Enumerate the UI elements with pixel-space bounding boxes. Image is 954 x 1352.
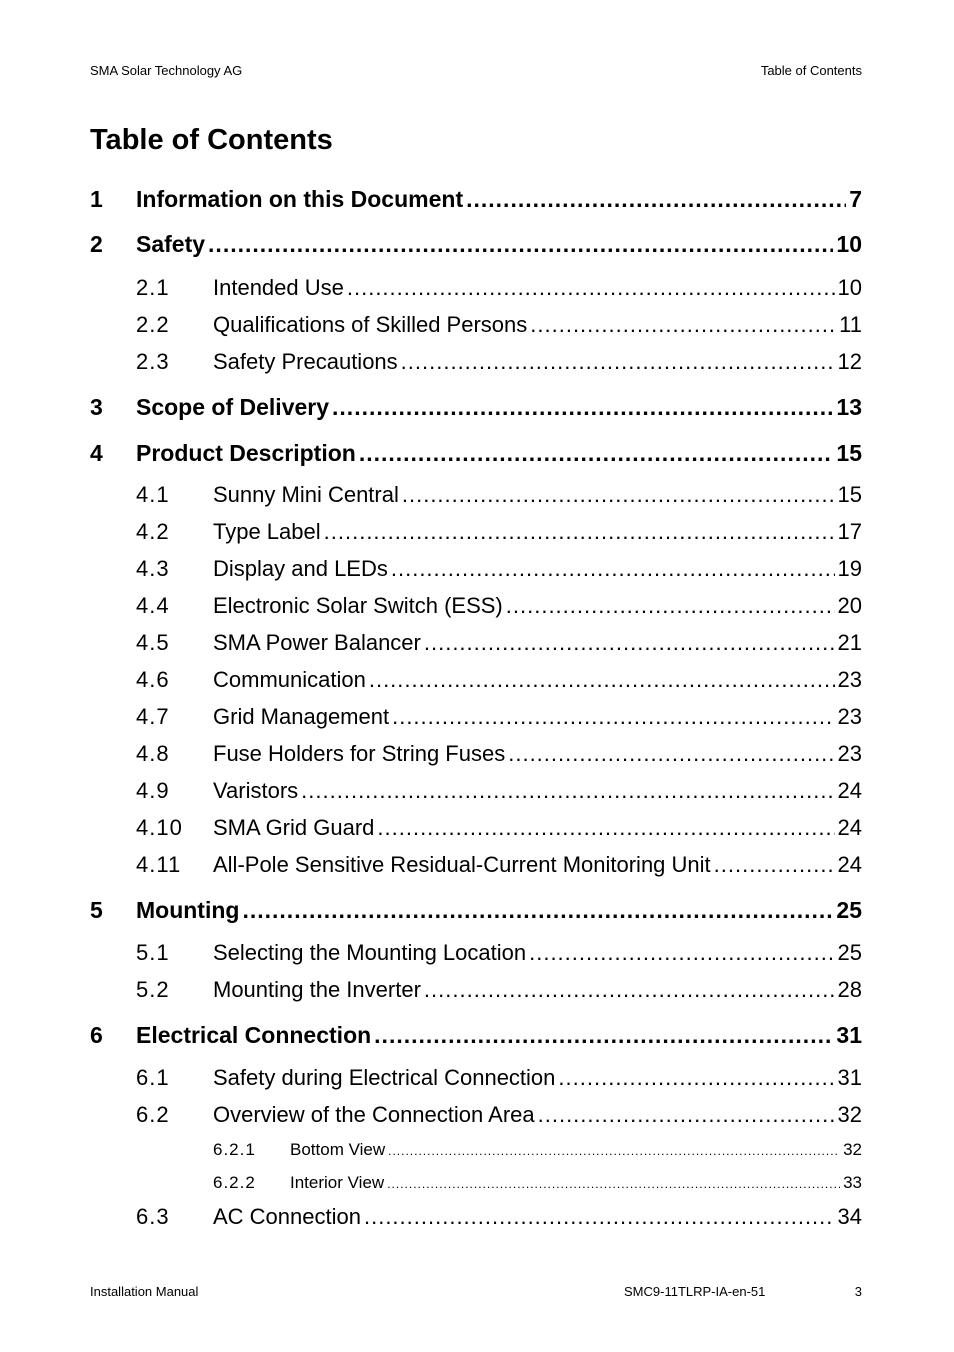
toc-entry-number: 4.5 bbox=[136, 630, 170, 655]
toc-entry-label: Varistors bbox=[213, 778, 299, 803]
toc-entry-page: 15 bbox=[836, 440, 862, 466]
toc-entry-label: Type Label bbox=[213, 519, 321, 544]
toc-entry-page: 24 bbox=[837, 778, 862, 803]
toc-entry[interactable] bbox=[136, 593, 862, 619]
toc-entry-number: 6.2.1 bbox=[213, 1140, 256, 1159]
toc-entry-page: 28 bbox=[837, 977, 862, 1002]
toc-entry-number: 1 bbox=[90, 186, 103, 212]
header-section: Table of Contents bbox=[760, 63, 862, 78]
toc-leader-dots bbox=[466, 186, 846, 213]
toc-leader-dots bbox=[558, 1065, 834, 1091]
toc-entry-page: 15 bbox=[837, 482, 862, 507]
toc-entry-page: 12 bbox=[837, 349, 862, 374]
toc-leader-dots bbox=[401, 349, 835, 375]
toc-entry-number: 6.3 bbox=[136, 1204, 170, 1229]
toc-entry-label: Grid Management bbox=[213, 704, 390, 729]
toc-leader-dots bbox=[506, 593, 835, 619]
toc-entry-page: 10 bbox=[836, 231, 862, 257]
toc-entry-page: 23 bbox=[837, 667, 862, 692]
toc-entry-page: 25 bbox=[837, 940, 862, 965]
toc-entry-label: AC Connection bbox=[213, 1204, 361, 1229]
toc-entry-label: Safety during Electrical Connection bbox=[213, 1065, 556, 1090]
toc-leader-dots bbox=[347, 275, 835, 301]
toc-entry[interactable] bbox=[136, 275, 862, 301]
toc-leader-dots bbox=[359, 440, 834, 467]
toc-entry[interactable] bbox=[90, 394, 862, 421]
toc-leader-dots bbox=[387, 1177, 840, 1191]
toc-leader-dots bbox=[301, 778, 834, 804]
toc-entry-label: Information on this Document bbox=[136, 186, 464, 212]
toc-entry-label: Intended Use bbox=[213, 275, 344, 300]
toc-entry[interactable] bbox=[136, 556, 862, 582]
toc-entry-number: 3 bbox=[90, 394, 103, 420]
toc-leader-dots bbox=[392, 704, 834, 730]
toc-entry-label: Mounting the Inverter bbox=[213, 977, 421, 1002]
header-company: SMA Solar Technology AG bbox=[90, 63, 243, 78]
toc-leader-dots bbox=[388, 1144, 840, 1158]
toc-entry-page: 24 bbox=[837, 815, 862, 840]
toc-entry[interactable] bbox=[136, 704, 862, 730]
toc-entry-label: Sunny Mini Central bbox=[213, 482, 399, 507]
toc-entry[interactable] bbox=[136, 741, 862, 767]
toc-leader-dots bbox=[530, 312, 836, 338]
toc-entry[interactable] bbox=[136, 482, 862, 508]
toc-entry-page: 32 bbox=[837, 1102, 862, 1127]
toc-entry-number: 2.2 bbox=[136, 312, 170, 337]
toc-entry-number: 4.6 bbox=[136, 667, 170, 692]
toc-entry[interactable] bbox=[136, 519, 862, 545]
toc-entry-label: Electrical Connection bbox=[136, 1022, 372, 1048]
toc-entry-number: 4 bbox=[90, 440, 103, 466]
toc-entry-number: 6.2 bbox=[136, 1102, 170, 1127]
toc-entry-number: 5.2 bbox=[136, 977, 170, 1002]
toc-entry-number: 4.7 bbox=[136, 704, 170, 729]
toc-entry[interactable] bbox=[136, 1102, 862, 1128]
toc-entry-page: 31 bbox=[836, 1022, 862, 1048]
toc-entry-label: Scope of Delivery bbox=[136, 394, 330, 420]
toc-leader-dots bbox=[714, 852, 835, 878]
toc-leader-dots bbox=[369, 667, 835, 693]
footer-document-title: Installation Manual bbox=[90, 1284, 199, 1299]
toc-leader-dots bbox=[529, 940, 834, 966]
toc-entry-label: Interior View bbox=[290, 1173, 385, 1192]
toc-entry-number: 2 bbox=[90, 231, 103, 257]
toc-entry[interactable] bbox=[136, 349, 862, 375]
toc-entry[interactable] bbox=[136, 977, 862, 1003]
toc-entry[interactable] bbox=[90, 231, 862, 258]
toc-entry-page: 19 bbox=[837, 556, 862, 581]
toc-entry-label: Display and LEDs bbox=[213, 556, 388, 581]
footer-page-number: 3 bbox=[854, 1284, 862, 1299]
page-title: Table of Contents bbox=[90, 124, 333, 156]
toc-entry[interactable] bbox=[136, 1204, 862, 1230]
toc-entry-number: 6.1 bbox=[136, 1065, 170, 1090]
toc-entry-label: Safety bbox=[136, 231, 206, 257]
toc-entry-label: Safety Precautions bbox=[213, 349, 398, 374]
toc-entry-label: Selecting the Mounting Location bbox=[213, 940, 527, 965]
toc-entry-page: 21 bbox=[837, 630, 862, 655]
toc-entry[interactable] bbox=[136, 312, 862, 338]
toc-leader-dots bbox=[364, 1204, 835, 1230]
toc-entry-page: 31 bbox=[837, 1065, 862, 1090]
toc-leader-dots bbox=[324, 519, 835, 545]
toc-leader-dots bbox=[538, 1102, 835, 1128]
toc-entry-number: 4.9 bbox=[136, 778, 170, 803]
footer-document-code: SMC9-11TLRP-IA-en-51 bbox=[624, 1284, 766, 1299]
toc-entry[interactable] bbox=[213, 1140, 862, 1160]
toc-entry-number: 2.3 bbox=[136, 349, 170, 374]
toc-entry[interactable] bbox=[136, 778, 862, 804]
toc-entry-number: 5 bbox=[90, 897, 103, 923]
toc-entry-number: 6 bbox=[90, 1022, 103, 1048]
toc-entry[interactable] bbox=[213, 1173, 862, 1193]
toc-leader-dots bbox=[374, 1022, 833, 1049]
toc-entry[interactable] bbox=[136, 630, 862, 656]
toc-entry-label: SMA Power Balancer bbox=[213, 630, 421, 655]
toc-entry-page: 32 bbox=[843, 1140, 862, 1159]
toc-entry-label: Communication bbox=[213, 667, 366, 692]
toc-entry[interactable] bbox=[90, 186, 862, 213]
toc-leader-dots bbox=[508, 741, 834, 767]
toc-entry-number: 4.2 bbox=[136, 519, 170, 544]
toc-entry-label: Bottom View bbox=[290, 1140, 386, 1159]
toc-entry-page: 7 bbox=[849, 186, 862, 212]
toc-entry-number: 4.10 bbox=[136, 815, 183, 840]
toc-entry-label: All-Pole Sensitive Residual-Current Monitoring Unit bbox=[213, 852, 711, 877]
toc-entry-label: Product Description bbox=[136, 440, 356, 466]
toc-entry-number: 6.2.2 bbox=[213, 1173, 256, 1192]
toc-leader-dots bbox=[391, 556, 835, 582]
toc-entry-number: 4.3 bbox=[136, 556, 170, 581]
toc-entry-page: 25 bbox=[836, 897, 862, 923]
toc-entry-number: 2.1 bbox=[136, 275, 170, 300]
toc-entry-label: Qualifications of Skilled Persons bbox=[213, 312, 528, 337]
toc-leader-dots bbox=[242, 897, 833, 924]
toc-entry-page: 20 bbox=[837, 593, 862, 618]
toc-entry-number: 4.11 bbox=[136, 852, 182, 877]
toc-entry-number: 4.8 bbox=[136, 741, 170, 766]
toc-entry[interactable] bbox=[90, 440, 862, 467]
toc-leader-dots bbox=[424, 630, 835, 656]
toc-leader-dots bbox=[332, 394, 833, 421]
toc-entry-label: Overview of the Connection Area bbox=[213, 1102, 535, 1127]
toc-entry-label: Fuse Holders for String Fuses bbox=[213, 741, 506, 766]
toc-entry[interactable] bbox=[136, 667, 862, 693]
toc-entry[interactable] bbox=[136, 940, 862, 966]
toc-entry-page: 34 bbox=[837, 1204, 862, 1229]
toc-entry-page: 11 bbox=[839, 312, 862, 337]
toc-entry-label: Mounting bbox=[136, 897, 240, 923]
toc-entry-label: Electronic Solar Switch (ESS) bbox=[213, 593, 503, 618]
toc-entry-page: 23 bbox=[837, 741, 862, 766]
toc-entry-page: 13 bbox=[836, 394, 862, 420]
toc-entry-number: 4.1 bbox=[136, 482, 170, 507]
toc-entry-page: 10 bbox=[837, 275, 862, 300]
toc-leader-dots bbox=[208, 231, 833, 258]
toc-entry[interactable] bbox=[90, 897, 862, 924]
toc-entry[interactable] bbox=[136, 815, 862, 841]
toc-entry-page: 23 bbox=[837, 704, 862, 729]
toc-entry-number: 4.4 bbox=[136, 593, 170, 618]
toc-entry-page: 17 bbox=[837, 519, 862, 544]
toc-entry-page: 24 bbox=[837, 852, 862, 877]
toc-leader-dots bbox=[402, 482, 835, 508]
toc-entry[interactable] bbox=[90, 1022, 862, 1049]
toc-entry[interactable] bbox=[136, 1065, 862, 1091]
toc-entry-number: 5.1 bbox=[136, 940, 170, 965]
toc-leader-dots bbox=[377, 815, 834, 841]
toc-entry-page: 33 bbox=[843, 1173, 862, 1192]
toc-entry-label: SMA Grid Guard bbox=[213, 815, 375, 840]
toc-leader-dots bbox=[424, 977, 835, 1003]
toc-entry[interactable] bbox=[136, 852, 862, 878]
